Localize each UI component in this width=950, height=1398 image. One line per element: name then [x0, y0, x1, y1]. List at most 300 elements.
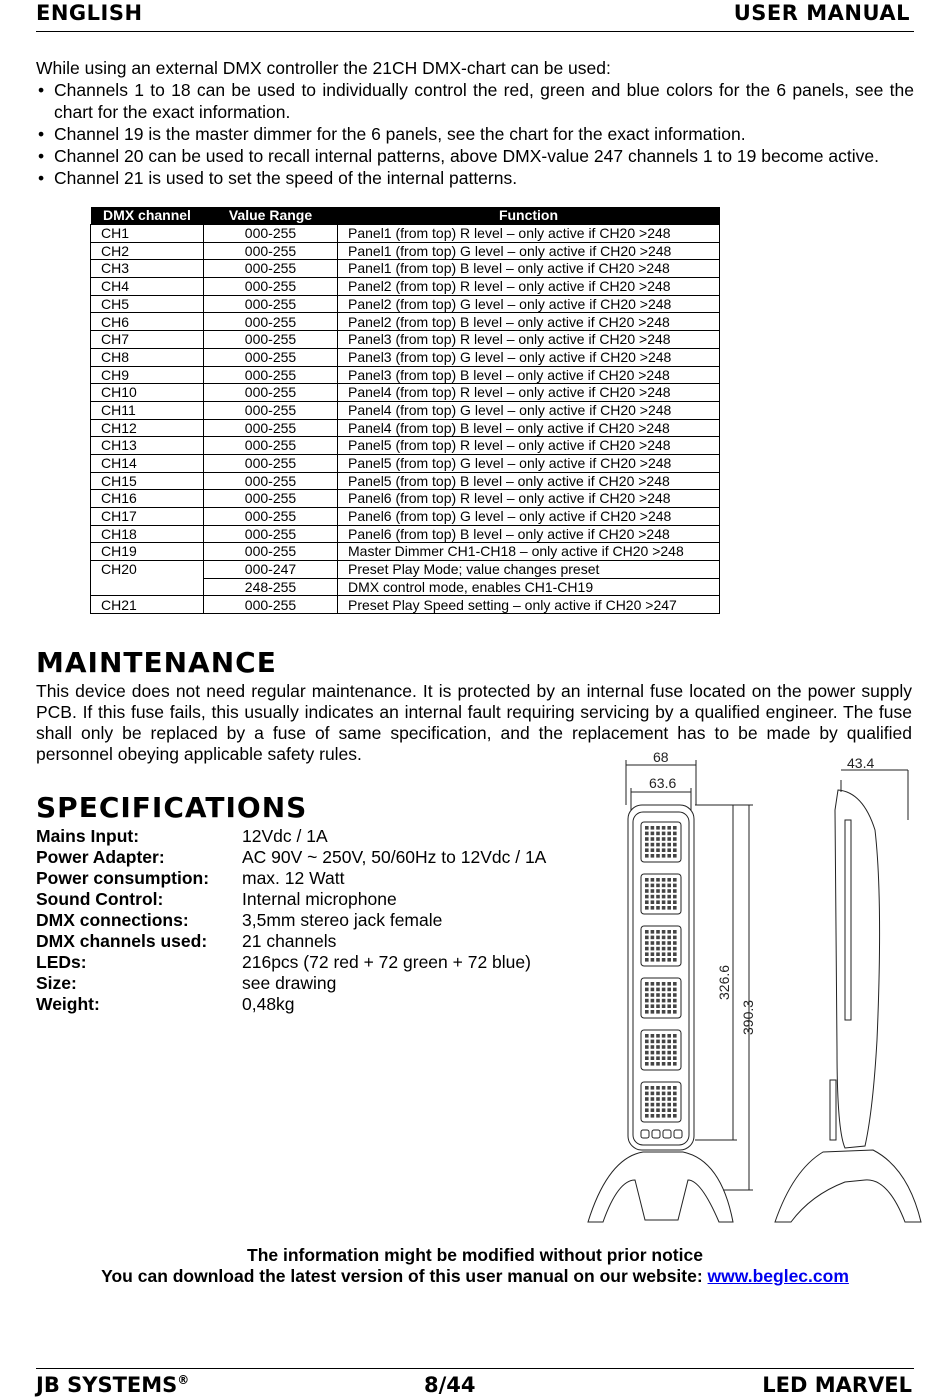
led-dot	[673, 1051, 677, 1055]
control-button-shape	[641, 1130, 649, 1138]
led-dot	[662, 1040, 666, 1044]
spec-row	[36, 910, 546, 931]
led-dot	[673, 1062, 677, 1066]
led-dot	[662, 952, 666, 956]
led-dot	[667, 1051, 671, 1055]
spec-row	[36, 868, 546, 889]
led-dot	[645, 1045, 649, 1049]
led-dot	[667, 1103, 671, 1107]
led-dot	[656, 1004, 660, 1008]
led-dot	[645, 988, 649, 992]
dim-width-inner: 63.6	[649, 775, 677, 791]
led-dot	[645, 878, 649, 882]
led-dot	[651, 1034, 655, 1038]
led-dot	[645, 848, 649, 852]
led-dot	[656, 826, 660, 830]
table-row	[91, 331, 720, 349]
led-dot	[673, 1045, 677, 1049]
led-dot	[651, 947, 655, 951]
spec-value: 216pcs (72 red + 72 green + 72 blue)	[242, 952, 531, 972]
led-dot	[673, 930, 677, 934]
led-dot	[645, 1051, 649, 1055]
cell-channel: CH19	[91, 543, 204, 561]
led-dot	[645, 958, 649, 962]
cell-channel: CH4	[91, 278, 204, 296]
notice-line-2	[0, 1266, 950, 1287]
led-dot	[673, 947, 677, 951]
intro-bullet: • Channel 19 is the master dimmer for the 6 panels, see the chart for the exact information.	[36, 123, 914, 145]
led-dot	[667, 1097, 671, 1101]
spec-label: LEDs:	[36, 952, 87, 972]
table-row	[91, 472, 720, 490]
spec-row	[36, 952, 546, 973]
led-dot	[667, 854, 671, 858]
cell-function: Preset Play Speed setting – only active if CH20 >247	[338, 596, 720, 614]
led-dot	[656, 1097, 660, 1101]
led-dot	[656, 1034, 660, 1038]
led-dot	[651, 1103, 655, 1107]
table-row	[91, 401, 720, 419]
table-row	[91, 366, 720, 384]
size-drawing	[583, 750, 923, 1230]
led-dot	[651, 878, 655, 882]
led-dot	[645, 832, 649, 836]
intro-bullet: • Channel 21 is used to set the speed of the internal patterns.	[36, 167, 914, 189]
cell-range: 000-247	[204, 561, 338, 579]
page-footer	[36, 1368, 914, 1398]
led-dot	[662, 982, 666, 986]
table-row	[91, 242, 720, 260]
spec-label: Weight:	[36, 994, 100, 1014]
led-dot	[645, 1108, 649, 1112]
led-dot	[656, 843, 660, 847]
led-dot	[656, 930, 660, 934]
maintenance-heading: MAINTENANCE	[36, 646, 277, 679]
led-dot	[667, 900, 671, 904]
led-dot	[656, 837, 660, 841]
cell-channel: CH8	[91, 348, 204, 366]
led-dot	[662, 1004, 666, 1008]
led-dot	[662, 999, 666, 1003]
spec-row	[36, 826, 546, 847]
led-dot	[656, 832, 660, 836]
led-dot	[656, 1040, 660, 1044]
table-row	[91, 384, 720, 402]
led-dot	[656, 848, 660, 852]
led-dot	[662, 832, 666, 836]
led-dot	[645, 906, 649, 910]
cell-channel: CH21	[91, 596, 204, 614]
spec-label: Power Adapter:	[36, 847, 165, 867]
cell-function: Panel2 (from top) B level – only active if CH20 >248	[338, 313, 720, 331]
led-dot	[673, 1086, 677, 1090]
cell-range: 000-255	[204, 348, 338, 366]
led-dot	[673, 1092, 677, 1096]
cell-channel: CH20	[91, 561, 204, 596]
led-dot	[645, 982, 649, 986]
led-dot	[662, 895, 666, 899]
led-dot	[662, 947, 666, 951]
led-dot	[656, 1045, 660, 1049]
led-dot	[667, 1040, 671, 1044]
cell-channel: CH9	[91, 366, 204, 384]
cell-function: Panel4 (from top) B level – only active if CH20 >248	[338, 419, 720, 437]
led-dot	[667, 826, 671, 830]
led-dot	[667, 1045, 671, 1049]
led-dot	[656, 999, 660, 1003]
led-dot	[667, 1004, 671, 1008]
led-dot	[662, 1045, 666, 1049]
led-dot	[667, 952, 671, 956]
led-dot	[656, 1010, 660, 1014]
led-dot	[662, 1092, 666, 1096]
led-dot	[656, 854, 660, 858]
led-dot	[667, 884, 671, 888]
spec-value: 21 channels	[242, 931, 337, 951]
cell-channel: CH1	[91, 225, 204, 243]
cell-function: Panel3 (from top) G level – only active if CH20 >248	[338, 348, 720, 366]
led-dot	[662, 837, 666, 841]
cell-range: 000-255	[204, 295, 338, 313]
led-dot	[645, 826, 649, 830]
led-dot	[662, 930, 666, 934]
cell-function: Panel2 (from top) R level – only active if CH20 >248	[338, 278, 720, 296]
led-dot	[651, 941, 655, 945]
led-dot	[673, 900, 677, 904]
led-dot	[656, 1062, 660, 1066]
cell-range: 000-255	[204, 596, 338, 614]
led-dot	[662, 1097, 666, 1101]
led-dot	[673, 1040, 677, 1044]
led-dot	[656, 941, 660, 945]
cell-function: Panel1 (from top) B level – only active if CH20 >248	[338, 260, 720, 278]
led-dot	[673, 889, 677, 893]
cell-channel: CH17	[91, 508, 204, 526]
cell-function: Panel1 (from top) G level – only active if CH20 >248	[338, 242, 720, 260]
table-row	[91, 525, 720, 543]
led-dot	[651, 843, 655, 847]
led-dot	[667, 1108, 671, 1112]
led-dot	[651, 889, 655, 893]
led-dot	[645, 1062, 649, 1066]
col-header-function: Function	[338, 207, 720, 225]
led-dot	[673, 952, 677, 956]
led-dot	[662, 1056, 666, 1060]
cell-function: DMX control mode, enables CH1-CH19	[338, 578, 720, 596]
led-dot	[651, 837, 655, 841]
cell-range: 000-255	[204, 260, 338, 278]
intro-bullet: • Channels 1 to 18 can be used to individually control the red, green and blue colors for the 6 panels, see the chart for the exact information.	[36, 79, 914, 123]
led-dot	[667, 930, 671, 934]
led-dot	[667, 999, 671, 1003]
led-dot	[645, 952, 649, 956]
spec-value: 12Vdc / 1A	[242, 826, 328, 846]
intro-lead: While using an external DMX controller the 21CH DMX-chart can be used:	[36, 58, 611, 78]
led-dot	[645, 1004, 649, 1008]
led-dot	[656, 1051, 660, 1055]
led-dot	[662, 884, 666, 888]
intro-bullet: • Channel 20 can be used to recall internal patterns, above DMX-value 247 channels 1 to 19 become active.	[36, 145, 914, 167]
led-dot	[651, 906, 655, 910]
led-dot	[673, 837, 677, 841]
led-dot	[645, 900, 649, 904]
led-dot	[662, 1010, 666, 1014]
led-dot	[673, 1010, 677, 1014]
led-dot	[651, 988, 655, 992]
led-dot	[673, 999, 677, 1003]
table-row	[91, 561, 720, 579]
spec-label: Power consumption:	[36, 868, 210, 888]
led-dot	[645, 999, 649, 1003]
led-dot	[656, 947, 660, 951]
led-dot	[651, 900, 655, 904]
table-row	[91, 313, 720, 331]
spec-label: DMX channels used:	[36, 931, 208, 951]
spec-row	[36, 994, 546, 1015]
led-dot	[645, 936, 649, 940]
spec-label: DMX connections:	[36, 910, 189, 930]
led-dot	[673, 848, 677, 852]
led-dot	[651, 1114, 655, 1118]
page-header	[36, 0, 914, 32]
led-dot	[651, 826, 655, 830]
led-dot	[662, 1103, 666, 1107]
cell-channel: CH7	[91, 331, 204, 349]
led-dot	[673, 895, 677, 899]
led-dot	[656, 906, 660, 910]
spec-row	[36, 847, 546, 868]
led-dot	[667, 947, 671, 951]
led-dot	[645, 837, 649, 841]
notice-line-1: The information might be modified without prior notice	[247, 1245, 703, 1265]
notice	[0, 1245, 950, 1287]
led-dot	[645, 1056, 649, 1060]
cell-range: 000-255	[204, 525, 338, 543]
cell-function: Panel4 (from top) G level – only active if CH20 >248	[338, 401, 720, 419]
cell-function: Master Dimmer CH1-CH18 – only active if CH20 >248	[338, 543, 720, 561]
led-dot	[645, 1114, 649, 1118]
led-dot	[651, 930, 655, 934]
cell-range: 248-255	[204, 578, 338, 596]
led-dot	[656, 952, 660, 956]
spec-label: Sound Control:	[36, 889, 164, 909]
led-dot	[651, 1086, 655, 1090]
led-dot	[662, 936, 666, 940]
table-header-row	[91, 207, 720, 225]
led-dot	[656, 958, 660, 962]
led-dot	[662, 843, 666, 847]
notice-line-2-text: You can download the latest version of this user manual on our website:	[101, 1266, 708, 1286]
control-button-shape	[674, 1130, 682, 1138]
led-dot	[673, 884, 677, 888]
cell-range: 000-255	[204, 242, 338, 260]
led-dot	[645, 854, 649, 858]
led-dot	[662, 988, 666, 992]
led-dot	[651, 1092, 655, 1096]
table-row	[91, 295, 720, 313]
table-row	[91, 508, 720, 526]
led-dot	[667, 936, 671, 940]
led-dot	[673, 936, 677, 940]
cell-function: Panel3 (from top) R level – only active if CH20 >248	[338, 331, 720, 349]
footer-product: LED MARVEL	[762, 1373, 912, 1397]
led-dot	[673, 1108, 677, 1112]
col-header-range: Value Range	[204, 207, 338, 225]
spec-value: 3,5mm stereo jack female	[242, 910, 443, 930]
led-dot	[651, 884, 655, 888]
led-dot	[673, 988, 677, 992]
cell-range: 000-255	[204, 313, 338, 331]
led-dot	[662, 848, 666, 852]
led-dot	[673, 843, 677, 847]
led-dot	[651, 1045, 655, 1049]
cell-channel: CH6	[91, 313, 204, 331]
led-dot	[662, 889, 666, 893]
led-dot	[651, 1108, 655, 1112]
led-dot	[656, 1108, 660, 1112]
led-dot	[662, 854, 666, 858]
led-dot	[645, 889, 649, 893]
led-dot	[667, 1010, 671, 1014]
cell-function: Panel6 (from top) R level – only active if CH20 >248	[338, 490, 720, 508]
cell-range: 000-255	[204, 331, 338, 349]
led-dot	[673, 958, 677, 962]
led-dot	[645, 930, 649, 934]
cell-channel: CH11	[91, 401, 204, 419]
led-dot	[645, 1034, 649, 1038]
led-dot	[662, 906, 666, 910]
footer-brand	[36, 1373, 189, 1397]
led-dot	[656, 1086, 660, 1090]
led-dot	[662, 958, 666, 962]
cell-range: 000-255	[204, 225, 338, 243]
led-dot	[667, 958, 671, 962]
led-dot	[667, 837, 671, 841]
led-dot	[673, 1034, 677, 1038]
dmx-intro	[36, 57, 914, 189]
led-dot	[656, 982, 660, 986]
led-dot	[645, 993, 649, 997]
cell-function: Panel6 (from top) G level – only active if CH20 >248	[338, 508, 720, 526]
table-row	[91, 454, 720, 472]
led-dot	[656, 1056, 660, 1060]
led-dot	[656, 1092, 660, 1096]
led-dot	[673, 878, 677, 882]
led-dot	[651, 1004, 655, 1008]
led-dot	[645, 941, 649, 945]
led-dot	[662, 1062, 666, 1066]
cell-function: Preset Play Mode; value changes preset	[338, 561, 720, 579]
dim-height-inner: 326.6	[716, 964, 732, 1000]
header-doc-type: USER MANUAL	[733, 1, 910, 25]
led-dot	[662, 1114, 666, 1118]
cell-channel: CH18	[91, 525, 204, 543]
cell-channel: CH10	[91, 384, 204, 402]
cell-channel: CH3	[91, 260, 204, 278]
led-dot	[656, 936, 660, 940]
spec-row	[36, 931, 546, 952]
spec-value: max. 12 Watt	[242, 868, 345, 888]
led-dot	[673, 1114, 677, 1118]
led-dot	[667, 832, 671, 836]
led-dot	[645, 1097, 649, 1101]
led-dot	[667, 848, 671, 852]
led-dot	[667, 982, 671, 986]
led-dot	[656, 993, 660, 997]
spec-row	[36, 973, 546, 994]
cell-channel: CH5	[91, 295, 204, 313]
header-language: ENGLISH	[36, 1, 143, 25]
led-dot	[656, 900, 660, 904]
led-dot	[673, 832, 677, 836]
led-dot	[667, 906, 671, 910]
led-dot	[645, 947, 649, 951]
cell-range: 000-255	[204, 508, 338, 526]
cell-range: 000-255	[204, 472, 338, 490]
led-dot	[667, 1114, 671, 1118]
led-dot	[645, 1092, 649, 1096]
led-dot	[651, 1097, 655, 1101]
led-dot	[673, 982, 677, 986]
led-dot	[645, 895, 649, 899]
cell-function: Panel5 (from top) B level – only active if CH20 >248	[338, 472, 720, 490]
dmx-chart-table	[90, 207, 720, 614]
cell-function: Panel2 (from top) G level – only active if CH20 >248	[338, 295, 720, 313]
cell-range: 000-255	[204, 419, 338, 437]
led-dot	[651, 848, 655, 852]
led-dot	[673, 1103, 677, 1107]
spec-value: AC 90V ~ 250V, 50/60Hz to 12Vdc / 1A	[242, 847, 547, 867]
led-dot	[667, 878, 671, 882]
table-row	[91, 260, 720, 278]
cell-function: Panel6 (from top) B level – only active if CH20 >248	[338, 525, 720, 543]
spec-value: see drawing	[242, 973, 337, 993]
cell-function: Panel5 (from top) G level – only active if CH20 >248	[338, 454, 720, 472]
led-dot	[656, 884, 660, 888]
led-dot	[651, 1056, 655, 1060]
spec-label: Size:	[36, 973, 77, 993]
table-row	[91, 596, 720, 614]
led-dot	[645, 843, 649, 847]
cell-channel: CH12	[91, 419, 204, 437]
cell-range: 000-255	[204, 401, 338, 419]
led-dot	[651, 952, 655, 956]
led-dot	[645, 1103, 649, 1107]
led-dot	[662, 993, 666, 997]
control-button-shape	[663, 1130, 671, 1138]
dim-width-outer: 68	[653, 750, 669, 765]
specifications-list	[36, 826, 546, 1015]
led-dot	[645, 1010, 649, 1014]
led-dot	[667, 1034, 671, 1038]
led-dot	[656, 988, 660, 992]
led-dot	[656, 878, 660, 882]
table-row	[91, 419, 720, 437]
page-number: 8/44	[424, 1373, 476, 1397]
led-dot	[667, 993, 671, 997]
website-link[interactable]: www.beglec.com	[707, 1266, 849, 1286]
led-dot	[651, 854, 655, 858]
specifications-heading: SPECIFICATIONS	[36, 791, 308, 824]
table-row	[91, 490, 720, 508]
table-row	[91, 437, 720, 455]
led-dot	[656, 889, 660, 893]
cell-range: 000-255	[204, 384, 338, 402]
led-dot	[662, 941, 666, 945]
led-dot	[662, 900, 666, 904]
led-dot	[662, 878, 666, 882]
led-dot	[673, 854, 677, 858]
